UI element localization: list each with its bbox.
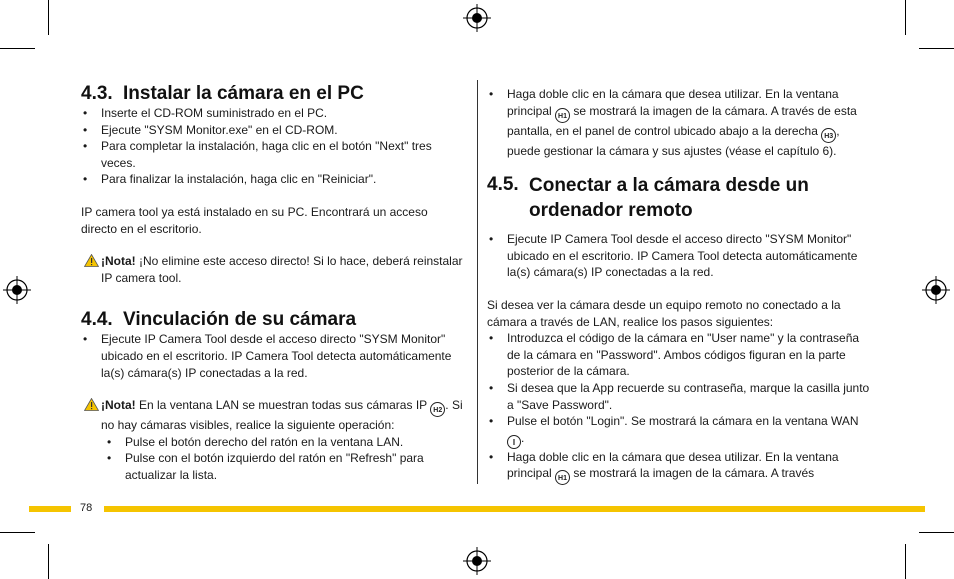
crop-mark — [905, 544, 906, 579]
section-title: Vinculación de su cámara — [123, 309, 357, 331]
note-text: En la ventana LAN se muestran todas sus cámaras IP — [135, 398, 431, 413]
crop-mark — [48, 0, 49, 35]
section-title: Instalar la cámara en el PC — [123, 83, 364, 104]
crop-mark — [0, 532, 35, 533]
crop-mark — [919, 48, 954, 49]
list-item: • Para completar la instalación, haga clic en el botón "Next" tres veces. — [81, 138, 466, 171]
crop-mark — [0, 48, 35, 49]
list-item: • Pulse el botón derecho del ratón en la ventana LAN. — [81, 434, 466, 451]
text: . — [521, 430, 525, 445]
registration-mark-icon — [3, 276, 31, 304]
list-item: • Para finalizar la instalación, haga clic en "Reiniciar". — [81, 171, 466, 188]
figure-reference-badge: H3 — [821, 128, 836, 143]
warning-note — [81, 253, 466, 286]
text: se mostrará la imagen de la cámara. A través — [570, 466, 815, 481]
list-item — [487, 449, 875, 486]
paragraph: IP camera tool ya está instalado en su PC. Encontrará un acceso directo en el escritorio. — [81, 204, 428, 236]
list-item: • Inserte el CD-ROM suministrado en el PC. — [81, 105, 466, 122]
list-item — [487, 413, 875, 449]
registration-mark-icon — [922, 276, 950, 304]
section-number: 4.3. — [81, 83, 113, 104]
crop-mark — [905, 0, 906, 35]
text: Pulse el botón "Login". Se mostrará la cámara en la ventana WAN — [507, 414, 859, 429]
registration-mark-icon — [463, 4, 491, 32]
crop-mark — [919, 532, 954, 533]
list-item: • Si desea que la App recuerde su contraseña, marque la casilla junto a "Save Password". — [487, 380, 875, 413]
left-column — [81, 82, 466, 484]
list-item: • Ejecute IP Camera Tool desde el acceso directo "SYSM Monitor" ubicado en el escritorio. IP Camera Tool detecta automáticamente la(s) cámara(s) IP conectadas a la red. — [487, 231, 875, 281]
continued-list — [487, 86, 875, 159]
link-steps-list — [81, 331, 466, 381]
list-item: • Pulse con el botón izquierdo del ratón en "Refresh" para actualizar la lista. — [81, 450, 466, 483]
crop-mark — [48, 544, 49, 579]
list-item: • Introduzca el código de la cámara en "User name" y la contraseña de la cámara en "Password". Ambos códigos figuran en la parte posterior de la cámara. — [487, 330, 875, 380]
figure-reference-badge: H1 — [555, 470, 570, 485]
note-text: ¡No elimine este acceso directo! Si lo hace, deberá reinstalar IP camera tool. — [101, 254, 463, 285]
paragraph: Si desea ver la cámara desde un equipo remoto no conectado a la cámara a través de LAN, realice los pasos siguientes: — [487, 297, 841, 329]
text: Haga doble clic en la cámara que desea utilizar. En la ventana principal — [507, 449, 839, 481]
warning-icon — [84, 254, 99, 267]
section-heading-4-4 — [81, 308, 466, 331]
page-number: 78 — [80, 502, 93, 514]
install-steps-list — [81, 105, 466, 188]
figure-reference-badge: H1 — [555, 108, 570, 123]
section-heading-4-5 — [487, 173, 875, 223]
list-item: • Ejecute "SYSM Monitor.exe" en el CD-ROM. — [81, 122, 466, 139]
note-label: ¡Nota! — [101, 398, 136, 413]
login-steps-list — [487, 330, 875, 485]
right-column — [487, 86, 875, 485]
section-heading-4-3 — [81, 82, 466, 105]
note-label: ¡Nota! — [101, 254, 136, 269]
text: se mostrará la imagen de la cámara. A través de esta pantalla, en el panel de control ubicado abajo a la derecha — [507, 103, 857, 138]
section-title: Conectar a la cámara desde un ordenador remoto — [529, 175, 809, 222]
sub-steps-list — [81, 434, 466, 484]
remote-steps-list — [487, 231, 875, 281]
note-text: . Si no hay cámaras visibles, realice la siguiente operación: — [101, 398, 463, 433]
list-item — [487, 86, 875, 159]
figure-reference-badge: H2 — [430, 402, 445, 417]
column-divider — [477, 80, 478, 484]
warning-note — [81, 397, 466, 434]
footer-bar — [29, 506, 71, 512]
warning-icon — [84, 398, 99, 411]
text: Haga doble clic en la cámara que desea utilizar. En la ventana principal — [507, 87, 839, 118]
section-number: 4.5. — [487, 174, 519, 196]
list-item: • Ejecute IP Camera Tool desde el acceso directo "SYSM Monitor" ubicado en el escritorio. IP Camera Tool detecta automáticamente la(s) cámara(s) IP conectadas a la red. — [81, 331, 466, 381]
footer-bar — [104, 506, 925, 512]
registration-mark-icon — [463, 547, 491, 575]
figure-reference-badge: I — [507, 435, 521, 449]
text: , puede gestionar la cámara y sus ajustes (véase el capítulo 6). — [507, 123, 840, 158]
section-number: 4.4. — [81, 309, 113, 331]
